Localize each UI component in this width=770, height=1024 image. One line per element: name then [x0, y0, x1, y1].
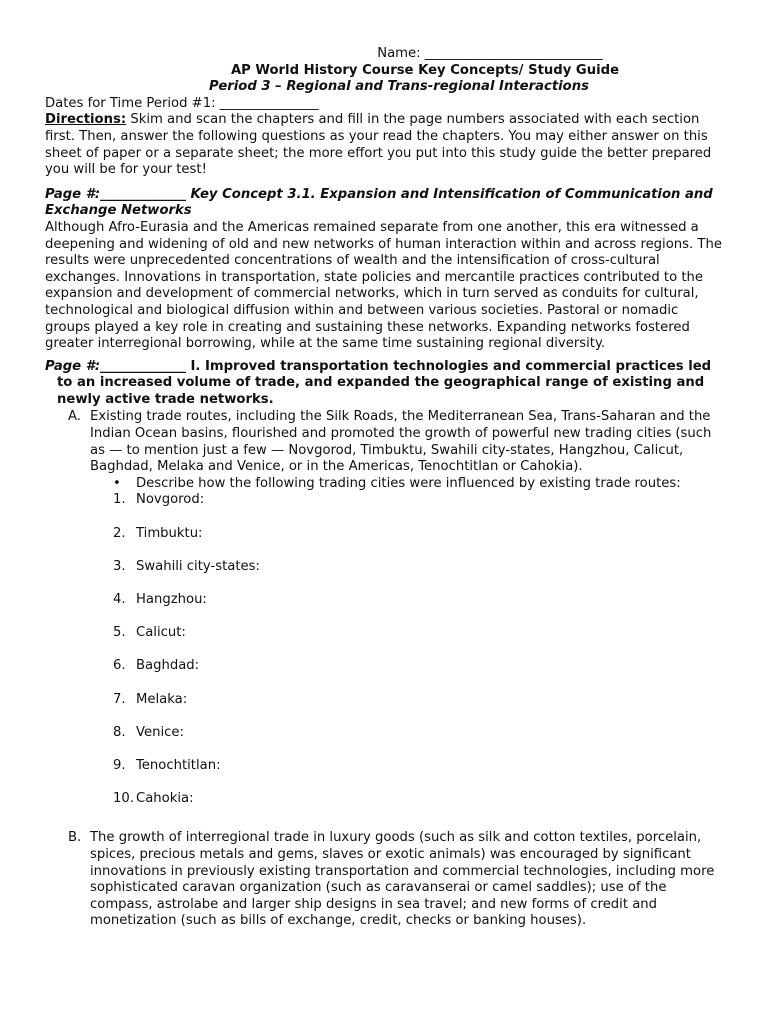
key-concept-title: Key Concept 3.1. Expansion and Intensification of Communication and Exchange Networks	[45, 186, 713, 219]
item-a	[45, 409, 725, 475]
question-item-swahili[interactable]	[45, 559, 725, 592]
directions-label: Directions:	[45, 112, 127, 128]
question-item-melaka[interactable]	[45, 692, 725, 725]
section-i-title: I. Improved transportation technologies and commercial practices led to an increased volume of trade, and expanded the geographical range of existing and newly active trade networks.	[57, 358, 712, 407]
key-concept-page-label: Page #:_____________	[45, 186, 186, 202]
question-label: Hangzhou:	[136, 592, 207, 607]
question-label: Venice:	[136, 724, 184, 740]
document-title: AP World History Course Key Concepts/ Study Guide	[230, 62, 620, 78]
question-number: 2.	[113, 525, 126, 541]
question-item-tenochtitlan[interactable]	[45, 758, 725, 791]
dates-line: Dates for Time Period #1: _______________	[45, 95, 319, 111]
bullet-dot: •	[113, 475, 121, 491]
question-number: 5.	[113, 625, 126, 641]
item-b-text: The growth of interregional trade in luxury goods (such as silk and cotton textiles, porcelain, spices, precious metals and gems, slaves or exotic animals) was encouraged by significant innovations in previously existing transportation and commercial technologies, including more sophisticated caravan organization (such as caravanserai or camel saddles); use of the compass, astrolabe and larger ship designs in sea travel; and new forms of credit and monetization (such as bills of exchange, credit, checks or banking houses).	[90, 830, 715, 929]
question-number: 6.	[113, 658, 126, 674]
section-i-page-label: Page #:_____________	[45, 358, 186, 374]
question-item-baghdad[interactable]	[45, 658, 725, 691]
key-concept-body: Although Afro-Eurasia and the Americas remained separate from one another, this era witnessed a deepening and widening of old and new networks of human interaction within and across regions. The results were unprecedented concentrations of wealth and the intensification of cross-cultural exchanges. Innovations in transportation, state policies and mercantile practices contributed to the expansion and development of commercial networks, which in turn served as conduits for cultural, technological and biological diffusion within and between various societies. Pastoral or nomadic groups played a key role in creating and sustaining these networks. Expanding networks fostered greater interregional borrowing, while at the same time sustaining regional diversity.	[45, 219, 722, 352]
question-number: 10.	[113, 791, 134, 807]
question-number: 8.	[113, 724, 126, 740]
city-question-list	[45, 492, 725, 824]
document-subtitle: Period 3 – Regional and Trans-regional Interactions	[209, 79, 589, 95]
question-label: Tenochtitlan:	[136, 757, 221, 773]
directions-paragraph	[45, 112, 725, 178]
item-a-letter: A.	[68, 409, 81, 425]
question-item-calicut[interactable]	[45, 625, 725, 658]
question-item-cahokia[interactable]	[45, 791, 725, 824]
question-label: Cahokia:	[136, 791, 194, 807]
question-label: Timbuktu:	[136, 525, 203, 541]
question-number: 1.	[113, 492, 126, 508]
question-item-venice[interactable]	[45, 725, 725, 758]
question-number: 9.	[113, 757, 126, 773]
directions-text: Skim and scan the chapters and fill in the page numbers associated with each section first. Then, answer the following questions as your read the chapters. You may either answer on this sheet of paper or a separate sheet; the more effort you put into this study guide the better prepared you will be for your test!	[45, 112, 712, 178]
question-label: Novgorod:	[136, 492, 205, 508]
document-page	[45, 46, 725, 930]
question-label: Swahili city-states:	[136, 558, 260, 574]
item-b	[45, 830, 725, 930]
question-number: 7.	[113, 691, 126, 707]
item-a-text: Existing trade routes, including the Silk Roads, the Mediterranean Sea, Trans-Saharan and the Indian Ocean basins, flourished and promoted the growth of powerful new trading cities (such as — to mention just a few — Novgorod, Timbuktu, Swahili city-states, Hangzhou, Calicut, Baghdad, Melaka and Venice, or in the Americas, Tenochtitlan or Cahokia).	[90, 409, 712, 475]
question-label: Calicut:	[136, 625, 186, 641]
question-label: Baghdad:	[136, 658, 200, 674]
question-number: 4.	[113, 592, 126, 607]
question-item-hangzhou[interactable]	[45, 592, 725, 625]
section-i-heading	[45, 359, 725, 409]
bullet-instruction-text: Describe how the following trading cities were influenced by existing trade routes:	[136, 475, 681, 491]
question-item-timbuktu[interactable]	[45, 526, 725, 559]
question-number: 3.	[113, 558, 126, 574]
item-b-letter: B.	[68, 830, 82, 846]
bullet-instruction	[45, 476, 725, 493]
question-label: Melaka:	[136, 691, 188, 707]
name-field-line: Name: ___________________________	[377, 46, 603, 61]
key-concept-heading	[45, 187, 725, 220]
question-item-novgorod[interactable]	[45, 492, 725, 525]
